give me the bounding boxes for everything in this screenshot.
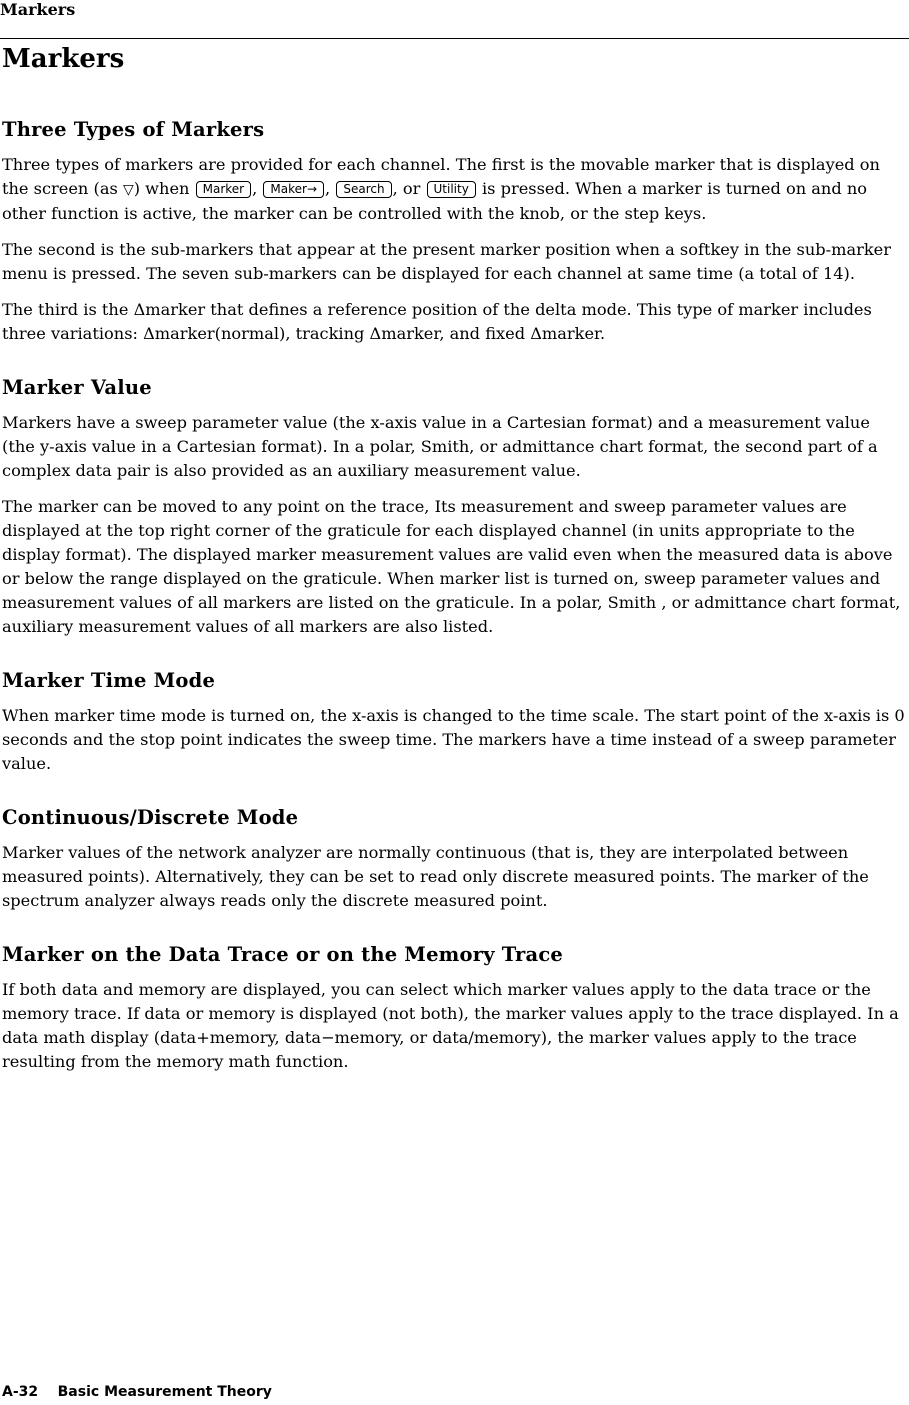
section-three-types bbox=[2, 118, 907, 346]
section-heading: Three Types of Markers bbox=[2, 118, 265, 141]
section-heading: Continuous/Discrete Mode bbox=[2, 806, 299, 829]
marker-key: Marker bbox=[196, 181, 251, 198]
text-run: is pressed. When a marker is turned on and no other function is active, the marker can be controlled with the knob, or the step keys. bbox=[2, 179, 868, 223]
running-header: Markers bbox=[0, 0, 76, 19]
paragraph: The third is the Δmarker that defines a reference position of the delta mode. This type of marker includes three variations: Δmarker(normal), tracking Δmarker, and fixed Δmarker. bbox=[2, 300, 872, 343]
text-run: , bbox=[325, 179, 331, 198]
page-body bbox=[2, 118, 907, 1104]
paragraph bbox=[2, 153, 907, 226]
search-key: Search bbox=[336, 181, 391, 198]
section-continuous-discrete bbox=[2, 806, 907, 913]
paragraph: If both data and memory are displayed, you can select which marker values apply to the data trace or the memory trace. If data or memory is displayed (not both), the marker values apply to the trace displayed. In a data math display (data+memory, data−memory, or data/memory), the marker values apply to the trace resulting from the memory math function. bbox=[2, 980, 899, 1071]
text-run: ) when bbox=[133, 179, 190, 198]
text-run: , bbox=[252, 179, 258, 198]
book-title: Basic Measurement Theory bbox=[57, 1384, 272, 1400]
section-heading: Marker Value bbox=[2, 376, 152, 399]
text-run: Three types of markers are provided for each channel. The first is the movable marker that is displayed on the screen (as bbox=[2, 155, 880, 198]
marker-triangle-icon: ▽ bbox=[122, 182, 134, 198]
paragraph: The marker can be moved to any point on the trace, Its measurement and sweep parameter values are displayed at the top right corner of the graticule for each displayed channel (in units appropriate to the display format). The displayed marker measurement values are valid even when the measured data is above or below the range displayed on the graticule. When marker list is turned on, sweep parameter values and measurement values of all markers are listed on the graticule. In a polar, Smith , or admittance chart format, auxiliary measurement values of all markers are also listed. bbox=[2, 497, 901, 636]
text-run: , or bbox=[392, 179, 421, 198]
page-number: A-32 bbox=[2, 1384, 39, 1400]
section-time-mode bbox=[2, 669, 907, 776]
page-title: Markers bbox=[2, 44, 125, 74]
utility-key: Utility bbox=[427, 181, 476, 198]
section-heading: Marker Time Mode bbox=[2, 669, 216, 692]
header-rule bbox=[0, 38, 909, 39]
section-data-memory bbox=[2, 943, 907, 1074]
paragraph: The second is the sub-markers that appear at the present marker position when a softkey in the sub-marker menu is pressed. The seven sub-markers can be displayed for each channel at same time (a total of 14). bbox=[2, 240, 891, 283]
section-marker-value bbox=[2, 376, 907, 639]
paragraph: Marker values of the network analyzer are normally continuous (that is, they are interpolated between measured points). Alternatively, they can be set to read only discrete measured points. The marker of the spectrum analyzer always reads only the discrete measured point. bbox=[2, 843, 869, 910]
paragraph: Markers have a sweep parameter value (the x-axis value in a Cartesian format) and a measurement value (the y-axis value in a Cartesian format). In a polar, Smith, or admittance chart format, the second part of a complex data pair is also provided as an auxiliary measurement value. bbox=[2, 413, 878, 480]
maker-arrow-key: Maker→ bbox=[263, 181, 324, 198]
page-footer bbox=[2, 1384, 272, 1400]
paragraph: When marker time mode is turned on, the x-axis is changed to the time scale. The start point of the x-axis is 0 seconds and the stop point indicates the sweep time. The markers have a time instead of a sweep parameter value. bbox=[2, 706, 905, 773]
section-heading: Marker on the Data Trace or on the Memory Trace bbox=[2, 943, 563, 966]
